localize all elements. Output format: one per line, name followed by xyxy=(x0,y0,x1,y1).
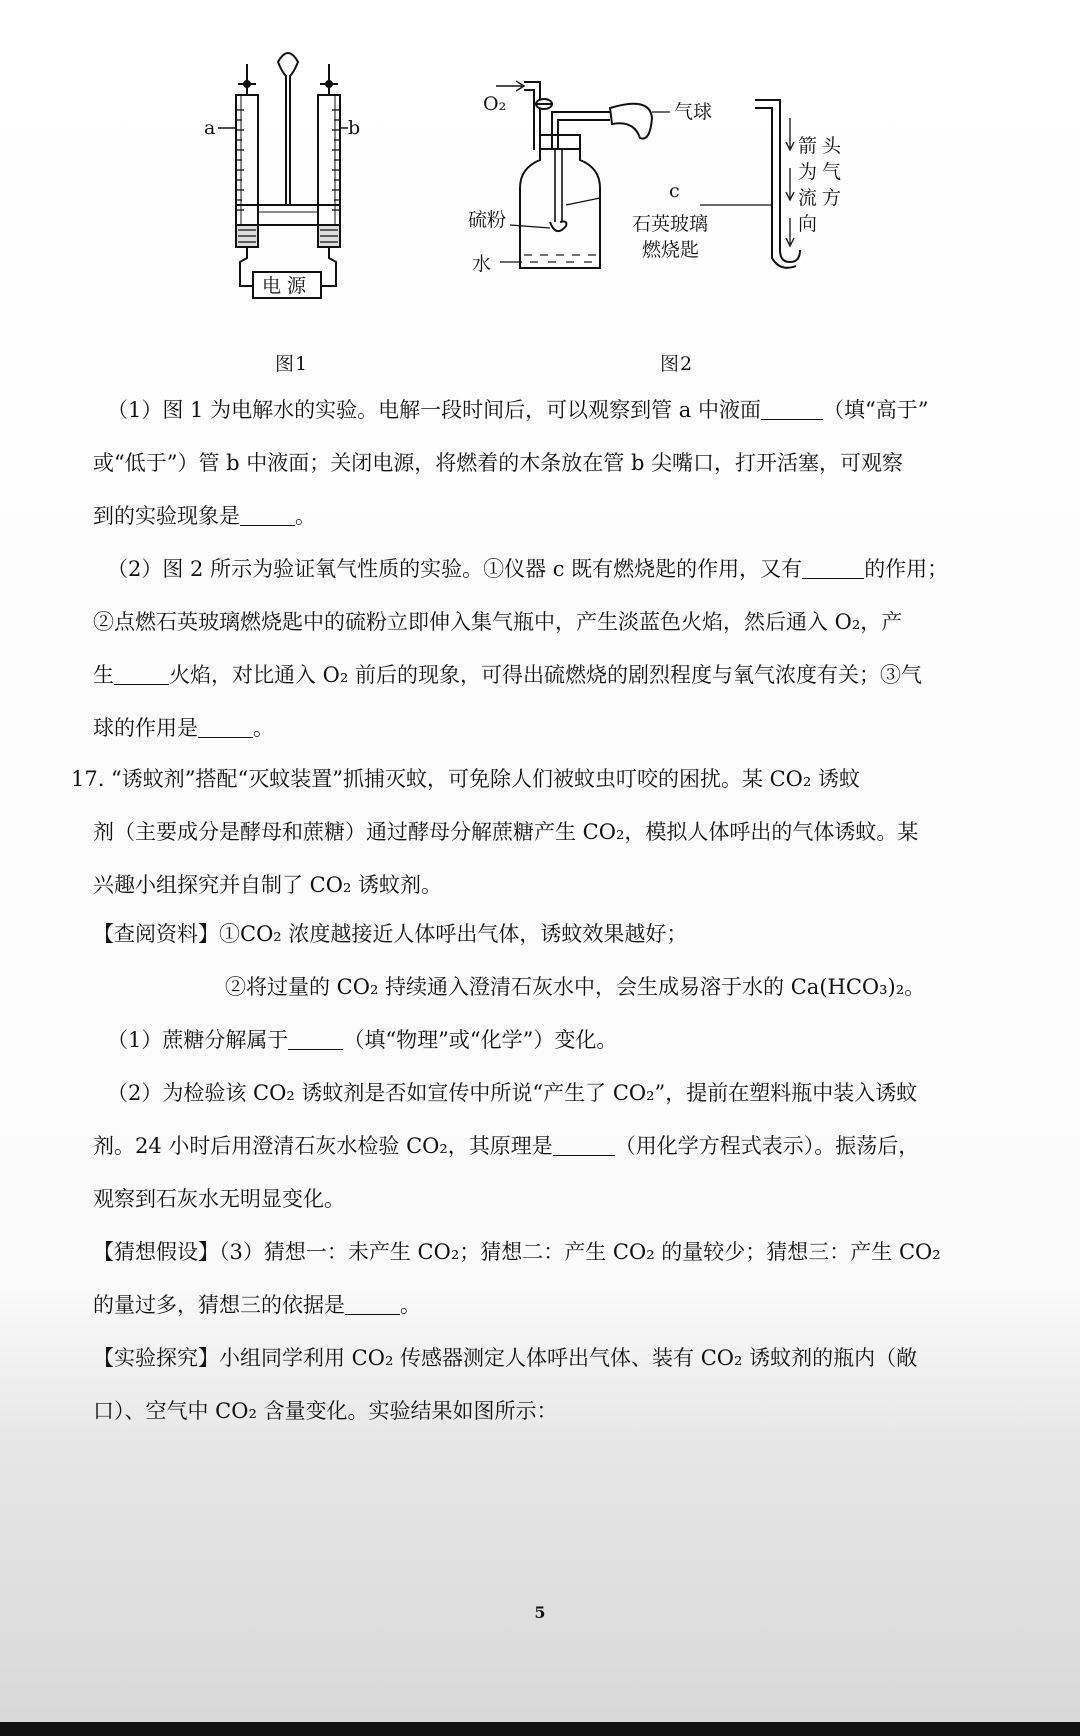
q17-info2: ②将过量的 CO₂ 持续通入澄清石灰水中，会生成易溶于水的 Ca(HCO₃)₂。 xyxy=(225,975,926,999)
q17-info1: 【查阅资料】①CO₂ 浓度越接近人体呼出气体，诱蚊效果越好； xyxy=(93,922,688,946)
q16-1-line1b: （填“高于” xyxy=(822,398,929,422)
arrow-note-char-2: 头 xyxy=(822,135,842,157)
page-number: 5 xyxy=(534,1603,546,1622)
arrow-note-char-7: 向 xyxy=(798,213,818,235)
water-label: 水 xyxy=(472,253,492,275)
figures-svg xyxy=(0,0,1080,390)
answer-blank[interactable] xyxy=(345,1290,400,1315)
answer-blank[interactable] xyxy=(240,501,295,526)
arrow-note-char-4: 气 xyxy=(822,161,842,183)
answer-blank[interactable] xyxy=(761,395,823,420)
q16-2-line3b: 火焰，对比通入 O₂ 前后的现象，可得出硫燃烧的剧烈程度与氧气浓度有关；③气 xyxy=(169,663,922,687)
instrument-c-label: c xyxy=(669,180,680,202)
q17-p2-line2a: 剂。24 小时后用澄清石灰水检验 CO₂，其原理是 xyxy=(93,1134,553,1158)
balloon-label: 气球 xyxy=(674,101,713,123)
q17-hyp-line2b: 。 xyxy=(400,1293,421,1317)
arrow-note-char-1: 箭 xyxy=(798,135,818,157)
q16-1-line3b: 。 xyxy=(295,504,316,528)
answer-blank[interactable] xyxy=(114,660,169,685)
q17-info xyxy=(93,908,1008,1438)
quartz-spoon-label-2: 燃烧匙 xyxy=(642,239,700,261)
electrolysis-apparatus-figure xyxy=(218,53,348,298)
quartz-spoon-label-1: 石英玻璃 xyxy=(632,213,709,235)
q16-2-line1a: （2）图 2 所示为验证氧气性质的实验。①仪器 c 既有燃烧匙的作用，又有 xyxy=(107,557,803,581)
answer-blank[interactable] xyxy=(802,554,864,579)
o2-inlet-label: O₂ xyxy=(483,93,507,115)
figure2-caption: 图2 xyxy=(660,353,694,375)
figures-area xyxy=(0,0,1080,390)
q17-p1b: （填“物理”或“化学”）变化。 xyxy=(343,1028,618,1052)
q16-1-line3a: 到的实验现象是 xyxy=(93,504,240,528)
arrow-note-char-6: 方 xyxy=(822,187,842,209)
q17-hyp-line1: 【猜想假设】（3）猜想一：未产生 CO₂；猜想二：产生 CO₂ 的量较少；猜想三：产生 CO₂ xyxy=(93,1240,941,1264)
q16-2-line4a: 球的作用是 xyxy=(93,716,198,740)
power-supply-label: 电 源 xyxy=(262,275,307,297)
arrow-note-char-5: 流 xyxy=(798,187,818,209)
q17-exp-line1: 【实验探究】小组同学利用 CO₂ 传感器测定人体呼出气体、装有 CO₂ 诱蚊剂的瓶内（敞 xyxy=(93,1346,918,1370)
q17-line1: “诱蚊剂”搭配“灭蚊装置”抓捕灭蚊，可免除人们被蚊虫叮咬的困扰。某 CO₂ 诱蚊 xyxy=(111,767,860,791)
q16-1-line2: 或“低于”）管 b 中液面；关闭电源，将燃着的木条放在管 b 尖嘴口，打开活塞，可观察 xyxy=(93,451,904,475)
q16-2-line1b: 的作用； xyxy=(864,557,949,581)
sulfur-powder-label: 硫粉 xyxy=(468,209,507,231)
q17-exp-line2: 口）、空气中 CO₂ 含量变化。实验结果如图所示： xyxy=(93,1399,558,1423)
q17-line2: 剂（主要成分是酵母和蔗糖）通过酵母分解蔗糖产生 CO₂，模拟人体呼出的气体诱蚊。某 xyxy=(93,820,919,844)
tube-b-label: b xyxy=(348,117,361,139)
q16-2-line2: ②点燃石英玻璃燃烧匙中的硫粉立即伸入集气瓶中，产生淡蓝色火焰，然后通入 O₂，产 xyxy=(93,610,903,634)
q17-p2-line2b: （用化学方程式表示）。振荡后， xyxy=(614,1134,920,1158)
q17-line3: 兴趣小组探究并自制了 CO₂ 诱蚊剂。 xyxy=(93,873,443,897)
q17-hyp-line2a: 的量过多，猜想三的依据是 xyxy=(93,1293,345,1317)
q17-p2-line1: （2）为检验该 CO₂ 诱蚊剂是否如宣传中所说“产生了 CO₂”，提前在塑料瓶中装入诱蚊 xyxy=(107,1081,918,1105)
answer-blank[interactable] xyxy=(198,713,253,738)
q17-p2-line3: 观察到石灰水无明显变化。 xyxy=(93,1187,345,1211)
figure1-caption: 图1 xyxy=(275,353,309,375)
bottom-edge-bar xyxy=(0,1722,1080,1736)
q16-2-line4b: 。 xyxy=(253,716,274,740)
answer-blank[interactable] xyxy=(288,1025,343,1050)
q16-part1 xyxy=(93,384,1008,543)
q16-2-line3a: 生 xyxy=(93,663,114,687)
q16-1-line1a: （1）图 1 为电解水的实验。电解一段时间后，可以观察到管 a 中液面 xyxy=(107,398,761,422)
q16-part2 xyxy=(93,543,1008,755)
tube-a-label: a xyxy=(204,117,216,139)
arrow-note-char-3: 为 xyxy=(798,161,818,183)
q17-intro xyxy=(71,753,1008,912)
q17-number: 17. xyxy=(71,767,105,791)
q17-p1a: （1）蔗糖分解属于 xyxy=(107,1028,289,1052)
answer-blank[interactable] xyxy=(553,1131,615,1156)
